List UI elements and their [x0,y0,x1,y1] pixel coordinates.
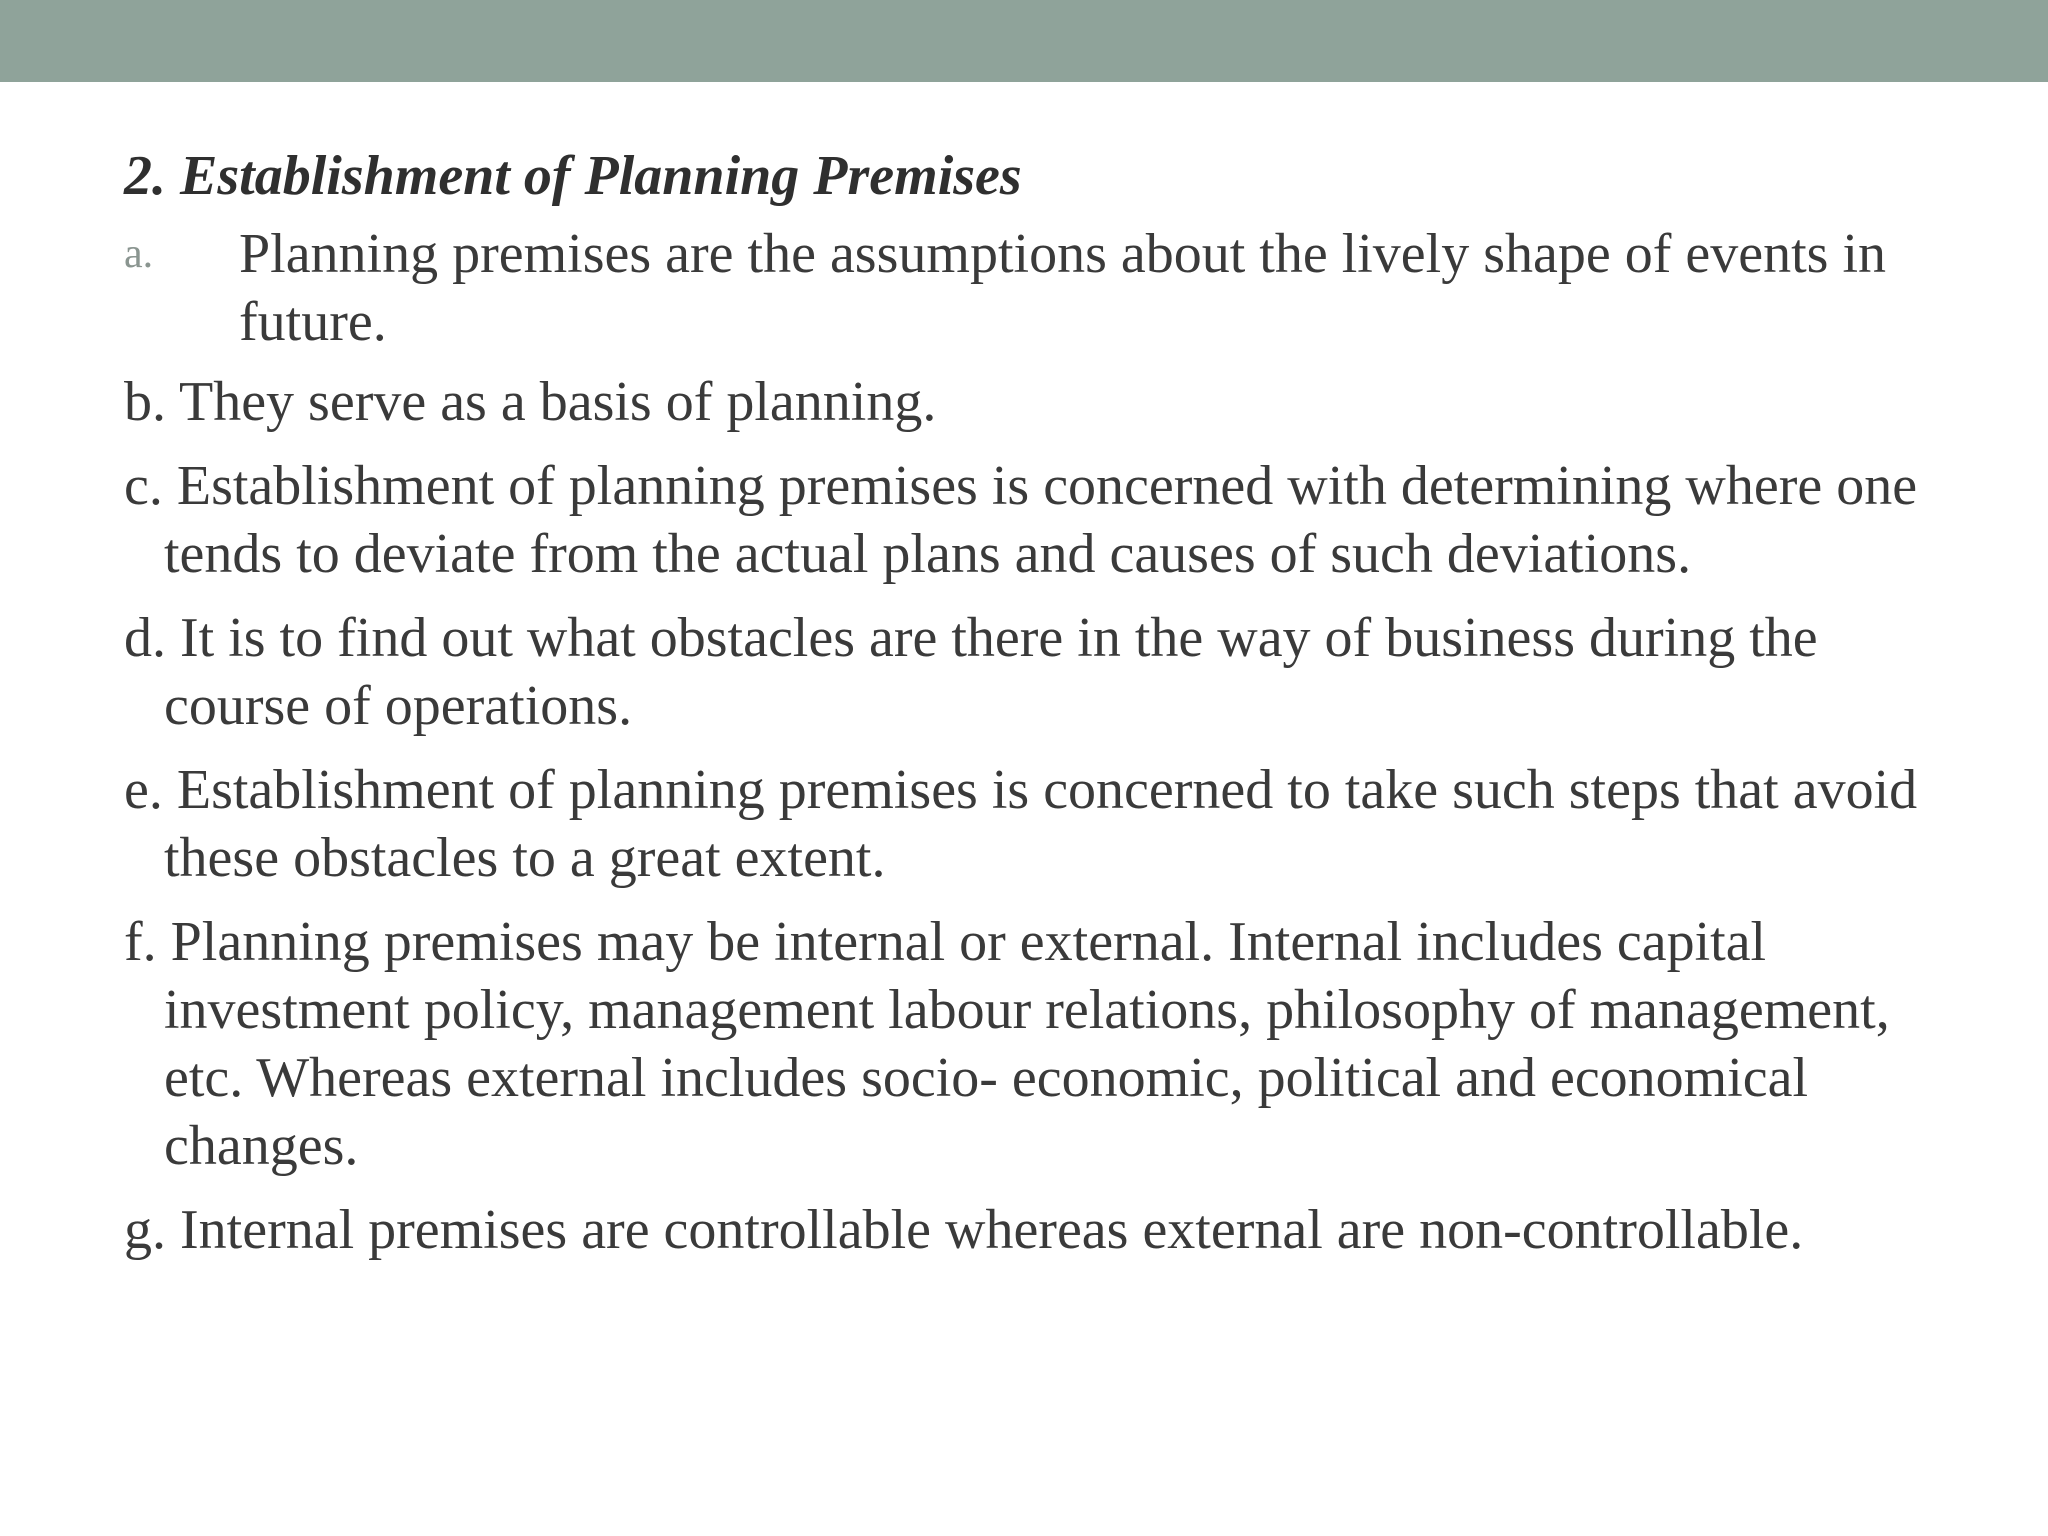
list-item-f: f. Planning premises may be internal or external. Internal includes capital investment policy, management labour relations, philosophy of management, etc. Whereas external includes socio- economic, political and economical changes. [124,911,1890,1177]
slide-title: 2. Establishment of Planning Premises [124,145,1022,207]
list-item-b: b. They serve as a basis of planning. [124,371,937,433]
list-item-a-text: Planning premises are the assumptions about the lively shape of events in future. [239,223,1886,353]
list-item-e: e. Establishment of planning premises is concerned to take such steps that avoid these obstacles to a great extent. [124,759,1918,889]
list-item-d: d. It is to find out what obstacles are there in the way of business during the course of operations. [124,607,1818,737]
list-marker-a: a. [124,231,154,277]
list-item-g: g. Internal premises are controllable whereas external are non-controllable. [124,1199,1804,1261]
slide-content [124,142,1944,1280]
list-item-a [124,220,1944,356]
list-item-c: c. Establishment of planning premises is concerned with determining where one tends to deviate from the actual plans and causes of such deviations. [124,455,1918,585]
top-bar [0,0,2048,82]
